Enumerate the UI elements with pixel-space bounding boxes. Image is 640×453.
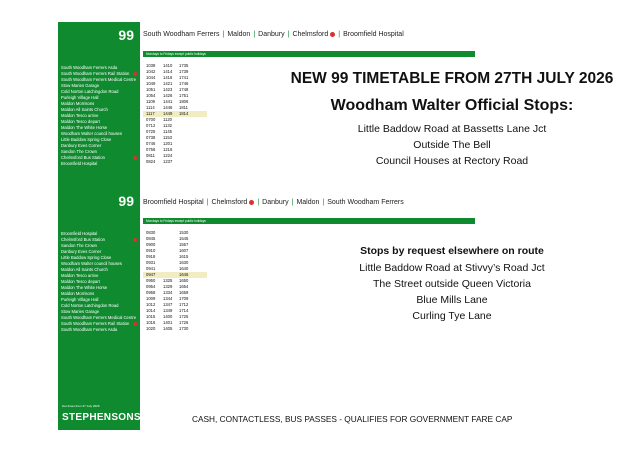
- stop-name: Stow Maries Garage: [61, 83, 100, 88]
- time-cell: 1446: [163, 105, 173, 110]
- time-cell: 0910: [146, 248, 156, 253]
- header-separator: |: [338, 31, 341, 38]
- time-cell: 0746: [146, 141, 156, 146]
- stop-line: The Street outside Queen Victoria: [373, 278, 531, 290]
- time-cell: 1009: [146, 296, 156, 301]
- time-cell: 1746: [179, 81, 189, 86]
- time-cell: 1735: [179, 63, 189, 68]
- stop-name: Woodham Walter council houses: [61, 131, 122, 136]
- time-cell: 1441: [163, 99, 173, 104]
- time-cell: 0738: [146, 135, 156, 140]
- stop-name: Purleigh Village Hall: [61, 95, 99, 100]
- time-cell: 1051: [146, 87, 156, 92]
- stop-name: South Woodham Ferrers Rail Station: [61, 321, 139, 327]
- fare-note: CASH, CONTACTLESS, BUS PASSES - QUALIFIES FOR GOVERNMENT FARE CAP: [192, 414, 513, 424]
- time-cell: 1615: [179, 254, 189, 259]
- stop-line: Little Baddow Road at Bassetts Lane Jct: [357, 123, 547, 135]
- time-cell: 1630: [179, 260, 189, 265]
- time-cell: 0900: [146, 242, 156, 247]
- time-cell: 1426: [163, 93, 173, 98]
- time-cell: 1145: [163, 129, 173, 134]
- stop-line: Council Houses at Rectory Road: [375, 155, 529, 167]
- stop-name: Sandon The Crown: [61, 243, 98, 248]
- official-stops-title: Woodham Walter Official Stops:: [330, 97, 574, 114]
- time-cell: 1709: [179, 296, 189, 301]
- stop-name: Maldon Morrisons: [61, 101, 95, 106]
- operator-logo: STEPHENSONS: [62, 412, 141, 423]
- stop-name: Maldon All Saints Church: [61, 107, 108, 112]
- time-cell: 1109: [146, 99, 156, 104]
- stop-line: Little Baddow Road at Stivvy’s Road Jct: [359, 262, 545, 274]
- stop-line: Curling Tye Lane: [412, 310, 492, 322]
- request-stops-list: [272, 260, 632, 324]
- inbound-stop-list: [61, 231, 139, 333]
- header-place: Broomfield Hospital: [343, 31, 404, 38]
- time-cell: 1650: [179, 278, 189, 283]
- time-cell: 1416: [163, 75, 173, 80]
- time-cell: 1334: [163, 290, 173, 295]
- inbound-day-bar: Mondays to Fridays except public holidays: [143, 218, 475, 224]
- time-cell: 1347: [163, 302, 173, 307]
- time-cell: 1038: [146, 63, 156, 68]
- time-cell: 1329: [163, 284, 173, 289]
- time-cell: 1730: [179, 326, 189, 331]
- time-cell: 1646: [179, 272, 189, 277]
- stop-name: Woodham Walter council houses: [61, 261, 122, 266]
- inbound-times: [143, 230, 207, 332]
- time-cell: 0830: [146, 230, 156, 235]
- time-cell: 0725: [146, 129, 156, 134]
- timetable-row: [143, 159, 207, 165]
- time-cell: 1739: [179, 69, 189, 74]
- time-cell: 1042: [146, 69, 156, 74]
- stop-name: Maldon Tesco arrive: [61, 273, 99, 278]
- time-cell: 1216: [163, 147, 173, 152]
- stop-name: Danbury Eves Corner: [61, 143, 102, 148]
- footer-note: bus times from 27 July 2026: [62, 404, 100, 408]
- header-separator: |: [287, 31, 290, 38]
- official-stops-list: [272, 121, 632, 169]
- time-cell: 0931: [146, 260, 156, 265]
- time-cell: 0958: [146, 290, 156, 295]
- outbound-header: [143, 28, 404, 42]
- rail-station-icon: [133, 72, 137, 76]
- header-place: Danbury: [262, 199, 289, 206]
- time-cell: 1712: [179, 302, 189, 307]
- outbound-times: [143, 63, 207, 165]
- time-cell: 0824: [146, 159, 156, 164]
- time-cell: 1640: [179, 266, 189, 271]
- time-cell: 1806: [179, 99, 189, 104]
- stop-name: Stow Maries Garage: [61, 309, 100, 314]
- request-stops-title: Stops by request elsewhere on route: [360, 245, 544, 257]
- time-cell: 1344: [163, 296, 173, 301]
- outbound-stop-list: [61, 65, 139, 167]
- header-separator: |: [222, 31, 225, 38]
- time-cell: 1410: [163, 63, 173, 68]
- time-cell: 1557: [179, 242, 189, 247]
- time-cell: 0811: [146, 153, 156, 158]
- stop-line: Outside The Bell: [413, 139, 491, 151]
- stop-name: Maldon Morrisons: [61, 291, 95, 296]
- time-cell: 0947: [146, 272, 156, 277]
- time-cell: 1117: [146, 111, 155, 116]
- stop-name: Little Baddow Spring Close: [61, 255, 112, 260]
- time-cell: 1530: [179, 230, 189, 235]
- stop-name: South Woodham Ferrers Asda: [61, 65, 118, 70]
- time-cell: 1132: [163, 123, 173, 128]
- time-cell: 1659: [179, 290, 189, 295]
- stop-name: Broomfield Hospital: [61, 231, 98, 236]
- time-cell: 1201: [163, 141, 173, 146]
- header-separator: |: [322, 199, 325, 206]
- time-cell: 1545: [179, 236, 189, 241]
- stop-name: Danbury Eves Corner: [61, 249, 102, 254]
- route-number-inbound: 99: [118, 193, 134, 209]
- rail-station-icon: [133, 238, 137, 242]
- time-cell: 1811: [179, 105, 189, 110]
- time-cell: 0700: [146, 117, 156, 122]
- time-cell: 1054: [146, 93, 156, 98]
- time-cell: 1015: [146, 314, 156, 319]
- stop-name: South Woodham Ferrers Rail Station: [61, 71, 139, 77]
- stop-name: Chelmsford Bus Station: [61, 237, 139, 243]
- time-cell: 1607: [179, 248, 189, 253]
- header-place: Danbury: [258, 31, 285, 38]
- time-cell: 0756: [146, 147, 156, 152]
- header-separator: |: [291, 199, 294, 206]
- time-cell: 1405: [163, 326, 173, 331]
- stop-name: Maldon The White Horse: [61, 125, 108, 130]
- time-cell: 1401: [163, 320, 173, 325]
- header-place: Chelmsford: [211, 199, 248, 206]
- stop-name: South Woodham Ferrers Medical Centre: [61, 315, 137, 320]
- time-cell: 1748: [179, 87, 189, 92]
- rail-station-icon: [133, 322, 137, 326]
- time-cell: 1449: [163, 111, 173, 116]
- time-cell: 1414: [163, 69, 173, 74]
- header-separator: |: [253, 31, 256, 38]
- stop-name: Cold Norton Latchingdon Road: [61, 89, 119, 94]
- time-cell: 1400: [163, 314, 173, 319]
- time-cell: 1741: [179, 75, 189, 80]
- time-cell: 1044: [146, 75, 156, 80]
- stop-name: Sandon The Crown: [61, 149, 98, 154]
- outbound-day-bar: Mondays to Fridays except public holidays: [143, 51, 475, 57]
- time-cell: 1114: [146, 105, 155, 110]
- stop-name: Maldon Tesco depart: [61, 279, 100, 284]
- time-cell: 0712: [146, 123, 156, 128]
- time-cell: 1120: [163, 117, 173, 122]
- stop-name: South Woodham Ferrers Medical Centre: [61, 77, 137, 82]
- inbound-header: [143, 196, 404, 210]
- header-place: South Woodham Ferrers: [143, 31, 220, 38]
- time-cell: 1726: [179, 320, 189, 325]
- time-cell: 1814: [179, 111, 189, 116]
- time-cell: 1049: [146, 81, 156, 86]
- stop-name: Broomfield Hospital: [61, 161, 98, 166]
- time-cell: 0918: [146, 254, 156, 259]
- header-place: Broomfield Hospital: [143, 199, 204, 206]
- stop-name: Maldon Tesco depart: [61, 119, 100, 124]
- stop-name: Maldon The White Horse: [61, 285, 108, 290]
- time-cell: 0845: [146, 236, 156, 241]
- headline: NEW 99 TIMETABLE FROM 27TH JULY 2026: [290, 70, 614, 87]
- header-place: Maldon: [296, 199, 320, 206]
- stop-name: Chelmsford Bus Station: [61, 155, 139, 161]
- header-place: Chelmsford: [292, 31, 329, 38]
- stop-name: South Woodham Ferrers Asda: [61, 327, 118, 332]
- route-sidebar: [58, 22, 140, 430]
- time-cell: 1153: [163, 135, 173, 140]
- header-separator: |: [206, 199, 209, 206]
- route-number-outbound: 99: [118, 27, 134, 43]
- time-cell: 0954: [146, 284, 156, 289]
- stop-name: Little Baddow Spring Close: [61, 137, 112, 142]
- time-cell: 1654: [179, 284, 189, 289]
- time-cell: 1016: [146, 320, 156, 325]
- time-cell: 1224: [163, 153, 173, 158]
- stop-name: Maldon Tesco arrive: [61, 113, 99, 118]
- time-cell: 1421: [163, 81, 173, 86]
- timetable-row: [143, 326, 207, 332]
- time-cell: 0941: [146, 266, 156, 271]
- time-cell: 1751: [179, 93, 189, 98]
- time-cell: 1725: [179, 314, 189, 319]
- stop-name: Cold Norton Latchingdon Road: [61, 303, 119, 308]
- header-place: South Woodham Ferrers: [327, 199, 404, 206]
- header-place: Maldon: [227, 31, 251, 38]
- time-cell: 1020: [146, 326, 156, 331]
- stop-name: Purleigh Village Hall: [61, 297, 99, 302]
- rail-station-icon: [133, 156, 137, 160]
- time-cell: 1423: [163, 87, 173, 92]
- time-cell: 1325: [163, 278, 173, 283]
- time-cell: 1012: [146, 302, 156, 307]
- stop-name: Maldon All Saints Church: [61, 267, 108, 272]
- time-cell: 1349: [163, 308, 173, 313]
- time-cell: 0950: [146, 278, 156, 283]
- time-cell: 1014: [146, 308, 156, 313]
- stop-line: Blue Mills Lane: [416, 294, 488, 306]
- time-cell: 1714: [179, 308, 189, 313]
- header-separator: |: [257, 199, 260, 206]
- time-cell: 1237: [163, 159, 173, 164]
